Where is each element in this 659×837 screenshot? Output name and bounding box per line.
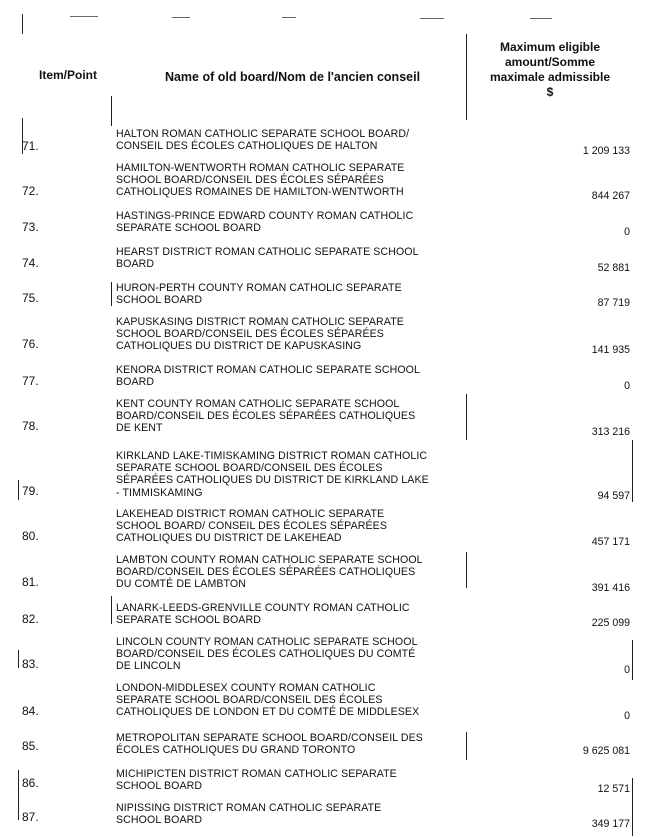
item-number: 82. [22, 612, 39, 626]
max-amount: 225 099 [591, 617, 630, 629]
item-number: 77. [22, 374, 39, 388]
board-name-line: HURON-PERTH COUNTY ROMAN CATHOLIC SEPARATE [116, 282, 402, 294]
board-name-line: LANARK-LEEDS-GRENVILLE COUNTY ROMAN CATHOLIC [116, 602, 410, 614]
column-rule-mid [111, 96, 112, 126]
max-amount: 844 267 [591, 190, 630, 202]
max-amount: 391 416 [591, 582, 630, 594]
board-name-line: CONSEIL DES ÉCOLES CATHOLIQUES DE HALTON [116, 140, 378, 153]
board-name-line: SÉPARÉES CATHOLIQUES DU DISTRICT DE KIRKLAND LAKE [116, 474, 429, 487]
board-name [116, 508, 461, 545]
max-amount: 0 [624, 664, 630, 676]
board-name-line: CATHOLIQUES DE LONDON ET DU COMTÉ DE MIDDLESEX [116, 706, 420, 719]
board-name [116, 768, 461, 792]
board-name-line: SEPARATE SCHOOL BOARD/CONSEIL DES ÉCOLES [116, 462, 383, 475]
column-header-amount [470, 40, 630, 100]
board-name-line: SCHOOL BOARD [116, 814, 203, 827]
column-rule-right [466, 552, 467, 588]
scan-speck [530, 18, 552, 19]
column-rule-mid [111, 596, 112, 624]
column-rule-right [466, 732, 467, 760]
board-name-line: KENORA DISTRICT ROMAN CATHOLIC SEPARATE SCHOOL [116, 364, 421, 376]
max-amount: 87 719 [597, 297, 630, 309]
max-amount: 0 [624, 226, 630, 238]
column-header-amount-line: maximale admissible [489, 70, 611, 84]
column-rule-right [466, 394, 467, 440]
board-name [116, 682, 461, 719]
board-name [116, 636, 461, 673]
scan-speck [70, 16, 98, 17]
board-name-line: MICHIPICTEN DISTRICT ROMAN CATHOLIC SEPARATE [116, 768, 397, 780]
board-name-line: LONDON-MIDDLESEX COUNTY ROMAN CATHOLIC [116, 682, 376, 694]
max-amount: 94 597 [597, 490, 630, 502]
max-amount: 141 935 [591, 344, 630, 356]
board-name-line: SCHOOL BOARD/ CONSEIL DES ÉCOLES SÉPARÉES [116, 520, 387, 533]
column-header-name: Name of old board/Nom de l'ancien conseil [164, 70, 421, 84]
column-rule-left [18, 480, 19, 500]
column-rule-left [18, 770, 19, 820]
item-number: 79. [22, 484, 39, 498]
item-number: 78. [22, 419, 39, 433]
board-name [116, 246, 461, 270]
board-name [116, 128, 461, 152]
board-name-line: SCHOOL BOARD [116, 780, 203, 793]
board-name-line: DE KENT [116, 422, 163, 435]
scan-speck [172, 17, 190, 18]
column-rule-far-right [632, 778, 633, 836]
item-number: 72. [22, 184, 39, 198]
board-name-line: DE LINCOLN [116, 660, 181, 673]
item-number: 75. [22, 291, 39, 305]
column-rule-far-right [632, 640, 633, 680]
max-amount: 313 216 [591, 426, 630, 438]
board-name [116, 554, 461, 591]
item-number: 74. [22, 256, 39, 270]
board-name [116, 602, 461, 626]
item-number: 84. [22, 704, 39, 718]
board-name-line: HASTINGS-PRINCE EDWARD COUNTY ROMAN CATHOLIC [116, 210, 414, 222]
board-name-line: KAPUSKASING DISTRICT ROMAN CATHOLIC SEPARATE [116, 316, 404, 328]
board-name [116, 732, 461, 756]
scan-speck [282, 17, 296, 18]
item-number: 86. [22, 776, 39, 790]
board-name-line: KIRKLAND LAKE-TIMISKAMING DISTRICT ROMAN CATHOLIC [116, 450, 428, 462]
max-amount: 12 571 [597, 783, 630, 795]
item-number: 76. [22, 337, 39, 351]
max-amount: 457 171 [591, 536, 630, 548]
item-number: 87. [22, 810, 39, 824]
board-name-line: HAMILTON-WENTWORTH ROMAN CATHOLIC SEPARATE [116, 162, 405, 174]
item-number: 71. [22, 139, 39, 153]
max-amount: 0 [624, 380, 630, 392]
max-amount: 0 [624, 710, 630, 722]
board-name [116, 802, 461, 826]
board-name-line: HALTON ROMAN CATHOLIC SEPARATE SCHOOL BOARD/ [116, 128, 410, 140]
max-amount: 349 177 [591, 818, 630, 830]
board-name-line: SCHOOL BOARD/CONSEIL DES ÉCOLES SÉPARÉES [116, 174, 384, 187]
column-rule-far-right [632, 440, 633, 502]
column-header-amount-line: Maximum eligible [499, 40, 601, 54]
max-amount: 52 881 [597, 262, 630, 274]
board-name [116, 364, 461, 388]
board-name-line: SEPARATE SCHOOL BOARD [116, 222, 261, 235]
board-name-line: CATHOLIQUES DU DISTRICT DE KAPUSKASING [116, 340, 362, 353]
column-header-amount-line: amount/Somme [504, 55, 595, 69]
item-number: 85. [22, 739, 39, 753]
board-name [116, 162, 461, 199]
board-name [116, 210, 461, 234]
board-name-line: BOARD [116, 258, 155, 271]
board-name-line: SCHOOL BOARD/CONSEIL DES ÉCOLES SÉPARÉES [116, 328, 384, 341]
board-name-line: CATHOLIQUES DU DISTRICT DE LAKEHEAD [116, 532, 342, 545]
board-name-line: SEPARATE SCHOOL BOARD/CONSEIL DES ÉCOLES [116, 694, 383, 707]
column-rule-left [18, 650, 19, 668]
board-name [116, 398, 461, 435]
item-number: 81. [22, 575, 39, 589]
board-name-line: BOARD/CONSEIL DES ÉCOLES CATHOLIQUES DU COMTÉ [116, 648, 416, 661]
column-header-item: Item/Point [38, 68, 97, 82]
board-name-line: SEPARATE SCHOOL BOARD [116, 614, 261, 627]
max-amount: 1 209 133 [582, 145, 630, 157]
board-name-line: SCHOOL BOARD [116, 294, 203, 307]
column-rule-left [22, 14, 23, 34]
board-name-line: ÉCOLES CATHOLIQUES DU GRAND TORONTO [116, 744, 356, 757]
board-name-line: METROPOLITAN SEPARATE SCHOOL BOARD/CONSEIL DES [116, 732, 423, 744]
board-name-line: LAKEHEAD DISTRICT ROMAN CATHOLIC SEPARATE [116, 508, 385, 520]
max-amount: 9 625 081 [582, 745, 630, 757]
board-name [116, 450, 461, 499]
board-name-line: BOARD [116, 376, 155, 389]
board-name-line: HEARST DISTRICT ROMAN CATHOLIC SEPARATE SCHOOL [116, 246, 419, 258]
board-name-line: NIPISSING DISTRICT ROMAN CATHOLIC SEPARATE [116, 802, 382, 814]
scan-speck [420, 18, 444, 19]
item-number: 73. [22, 220, 39, 234]
column-rule-right [466, 34, 467, 120]
board-name-line: CATHOLIQUES ROMAINES DE HAMILTON-WENTWORTH [116, 186, 404, 199]
item-number: 83. [22, 657, 39, 671]
column-rule-mid [111, 282, 112, 306]
board-name-line: DU COMTÉ DE LAMBTON [116, 578, 247, 591]
board-name-line: LINCOLN COUNTY ROMAN CATHOLIC SEPARATE SCHOOL [116, 636, 418, 648]
item-number: 80. [22, 529, 39, 543]
board-name-line: KENT COUNTY ROMAN CATHOLIC SEPARATE SCHOOL [116, 398, 400, 410]
board-name-line: BOARD/CONSEIL DES ÉCOLES SÉPARÉES CATHOLIQUES [116, 410, 416, 423]
column-header-amount-line: $ [546, 85, 554, 99]
board-name [116, 316, 461, 353]
board-name-line: BOARD/CONSEIL DES ÉCOLES SÉPARÉES CATHOLIQUES [116, 566, 416, 579]
board-name-line: LAMBTON COUNTY ROMAN CATHOLIC SEPARATE SCHOOL [116, 554, 423, 566]
board-name [116, 282, 461, 306]
board-name-line: - TIMMISKAMING [116, 486, 203, 499]
